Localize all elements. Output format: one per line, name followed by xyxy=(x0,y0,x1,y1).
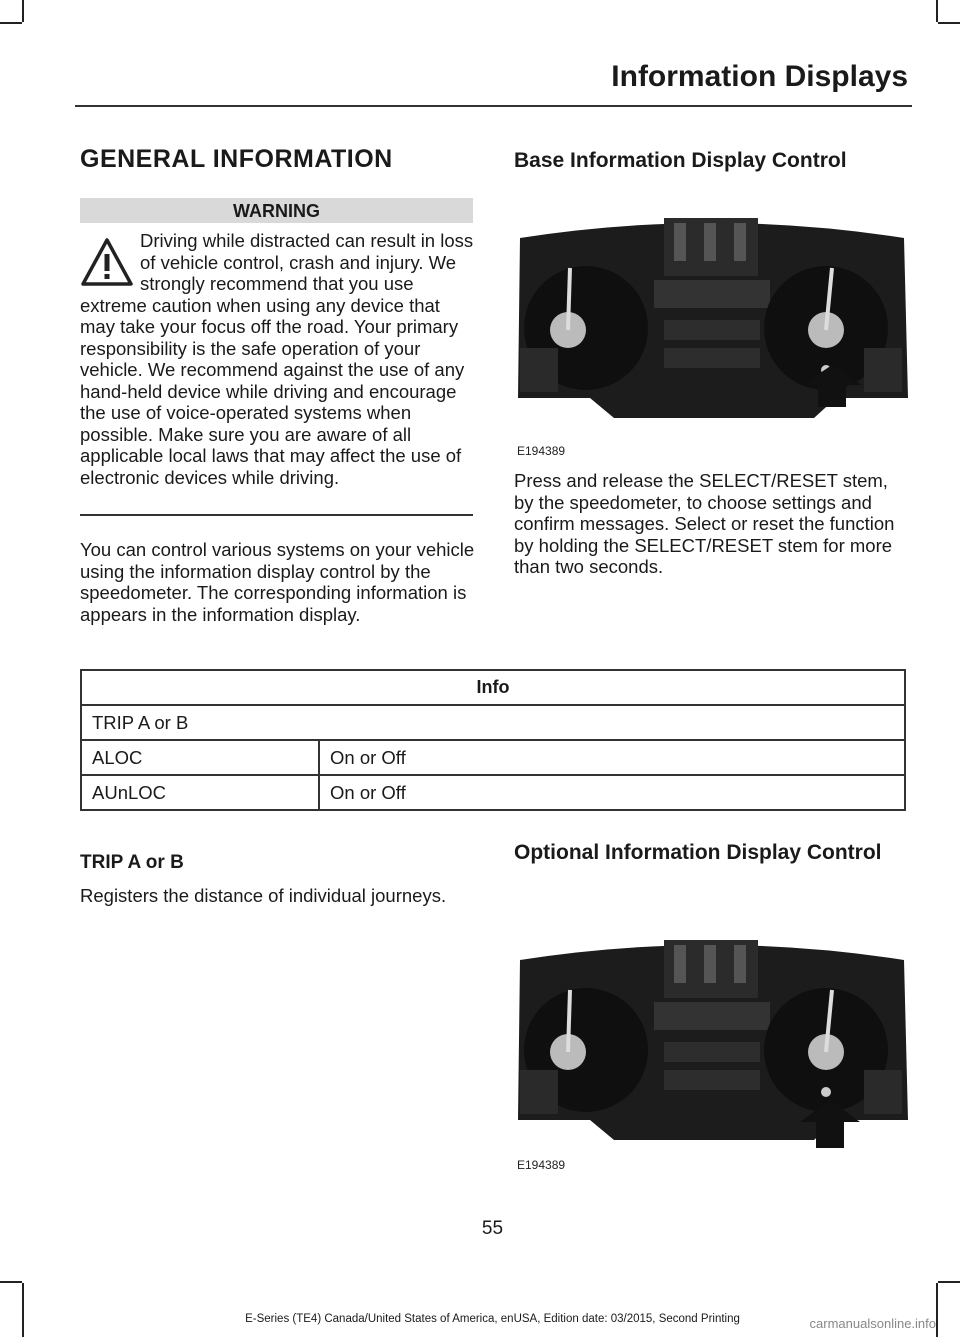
trip-heading: TRIP A or B xyxy=(80,852,184,873)
table-cell: On or Off xyxy=(319,740,905,775)
warning-text: Driving while distracted can result in loss of vehicle control, crash and injury. We strongly recommend that you use extreme caution when using any device that may take your focus off the road. Your primary responsibility is the safe operation of your vehicle. We recommend against the use of any hand-held device while driving and encourage the use of voice-operated systems when possible. Make sure you are aware of all applicable local laws that may affect the use of electronic devices while driving. xyxy=(80,230,474,488)
crop-mark xyxy=(938,22,960,24)
crop-mark xyxy=(22,0,24,22)
crop-mark xyxy=(0,1281,22,1283)
base-paragraph: Press and release the SELECT/RESET stem, by the speedometer, to choose settings and confirm messages. Select or reset the function by holding the SELECT/RESET stem for more than two seconds. xyxy=(514,470,895,577)
table-cell: AUnLOC xyxy=(81,775,319,810)
page-footer: E-Series (TE4) Canada/United States of America, enUSA, Edition date: 03/2015, Second Printing xyxy=(245,1313,740,1325)
table-header-cell: Info xyxy=(81,670,905,705)
warning-label: WARNING xyxy=(80,198,473,223)
base-display-heading: Base Information Display Control xyxy=(514,149,847,172)
crop-mark xyxy=(22,1283,24,1337)
trip-paragraph: Registers the distance of individual journeys. xyxy=(80,885,447,906)
optional-display-heading: Optional Information Display Control xyxy=(514,841,882,864)
instrument-cluster-image-base xyxy=(514,208,910,458)
optional-image-code: E194389 xyxy=(517,1158,566,1172)
header-rule xyxy=(75,105,912,107)
crop-mark xyxy=(0,22,22,24)
crop-mark xyxy=(938,1281,960,1283)
table-row xyxy=(81,705,905,740)
crop-mark xyxy=(936,1283,938,1337)
table-cell: On or Off xyxy=(319,775,905,810)
arrow-icon xyxy=(798,1098,862,1155)
watermark: carmanualsonline.info xyxy=(809,1316,936,1331)
page-number: 55 xyxy=(481,1218,504,1239)
instrument-cluster-image-optional xyxy=(514,930,910,1172)
crop-mark xyxy=(936,0,938,22)
general-information-heading: GENERAL INFORMATION xyxy=(80,145,393,173)
page-header-title: Information Displays xyxy=(611,60,908,93)
table-cell: TRIP A or B xyxy=(81,705,905,740)
arrow-icon xyxy=(800,363,864,414)
warning-rule xyxy=(80,514,473,516)
warning-block xyxy=(80,230,475,488)
base-image-code: E194389 xyxy=(517,444,566,458)
general-paragraph: You can control various systems on your vehicle using the information display control by the speedometer. The corresponding information is appears in the information display. xyxy=(80,539,475,625)
table-row xyxy=(81,775,905,810)
warning-triangle-icon xyxy=(80,236,134,290)
table-row xyxy=(81,740,905,775)
table-cell: ALOC xyxy=(81,740,319,775)
table-header-row xyxy=(81,670,905,705)
info-table xyxy=(80,669,906,811)
